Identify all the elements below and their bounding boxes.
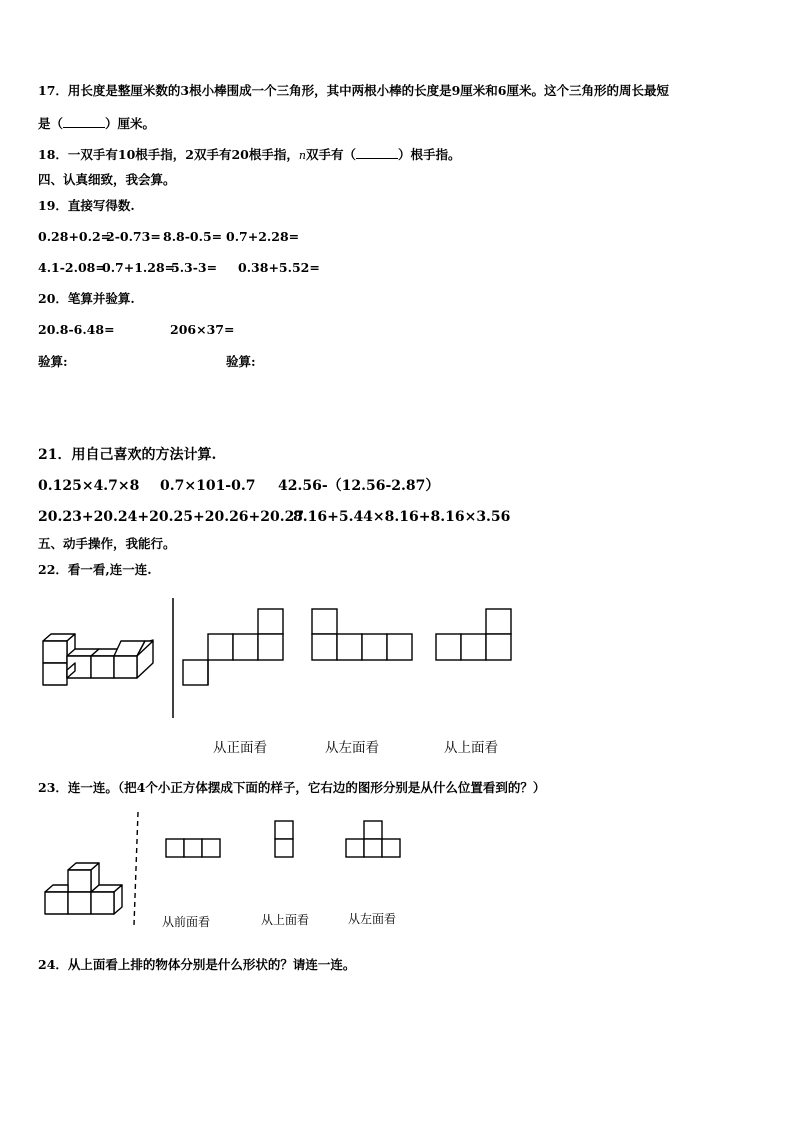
q23-divider <box>134 812 138 925</box>
q20-problem-1: 20.8-6.48= <box>38 322 115 337</box>
q19-r1-c3: 8.8-0.5= <box>163 229 223 244</box>
q22-view-3 <box>436 609 511 660</box>
q22-view-2 <box>312 609 412 660</box>
q22-label-top: 从上面看 <box>444 740 498 756</box>
q21-r1-c3: 42.56-（12.56-2.87） <box>278 478 440 494</box>
q23-cube-shape <box>45 863 122 914</box>
q21-r1-c2: 0.7×101-0.7 <box>160 478 256 494</box>
q24-title: 24．从上面看上排的物体分别是什么形状的？请连一连。 <box>38 957 356 972</box>
q21-r2-c2: 8.16+5.44×8.16+8.16×3.56 <box>293 509 511 525</box>
q21-r2-c1: 20.23+20.24+20.25+20.26+20.27 <box>38 509 305 525</box>
q22-cube-shape <box>43 634 153 685</box>
q17-after: ）厘米。 <box>105 116 156 131</box>
q20-check-2: 验算: <box>226 354 256 369</box>
q19-title: 19．直接写得数. <box>38 198 135 213</box>
q23-label-left: 从左面看 <box>348 912 397 926</box>
q18-middle: 双手有（ <box>305 147 356 162</box>
q18-variable: n <box>298 149 306 162</box>
section-4-heading: 四、认真细致，我会算。 <box>38 172 176 187</box>
q22-title: 22．看一看,连一连. <box>38 562 152 577</box>
q23-view-1 <box>166 839 220 857</box>
q19-r1-c2: 2-0.73= <box>106 229 161 244</box>
q23-title: 23．连一连。（把4个小正方体摆成下面的样子，它右边的图形分别是从什么位置看到的？） <box>38 780 546 795</box>
q20-title: 20．笔算并验算. <box>38 291 135 306</box>
q22-label-left: 从左面看 <box>325 740 379 756</box>
q19-r1-c1: 0.28+0.2= <box>38 229 112 244</box>
q17-line1: 17．用长度是整厘米数的3根小棒围成一个三角形，其中两根小棒的长度是9厘米和6厘米。这个三角形的周长最短 <box>38 83 669 98</box>
q19-r2-c3: 5.3-3= <box>171 260 218 275</box>
q23-label-front: 从前面看 <box>162 915 211 929</box>
q22-view-1 <box>183 609 283 685</box>
q19-r2-c4: 0.38+5.52= <box>238 260 320 275</box>
q20-problem-2: 206×37= <box>170 322 235 337</box>
q19-r2-c2: 0.7+1.28= <box>102 260 176 275</box>
q21-r1-c1: 0.125×4.7×8 <box>38 478 140 494</box>
q17-before: 是（ <box>38 116 64 131</box>
q20-check-1: 验算: <box>38 354 68 369</box>
q22-label-front: 从正面看 <box>213 740 267 756</box>
q23-label-top: 从上面看 <box>261 913 310 927</box>
q18-before: 18．一双手有10根手指，2双手有20根手指， <box>38 147 299 162</box>
q23-view-2 <box>275 821 293 857</box>
q19-r1-c4: 0.7+2.28= <box>226 229 300 244</box>
section-5-heading: 五、动手操作，我能行。 <box>38 536 176 551</box>
q21-title: 21．用自己喜欢的方法计算. <box>38 447 217 463</box>
q18-after: ）根手指。 <box>398 147 461 162</box>
q23-view-3 <box>346 821 400 857</box>
q19-r2-c1: 4.1-2.08= <box>38 260 106 275</box>
